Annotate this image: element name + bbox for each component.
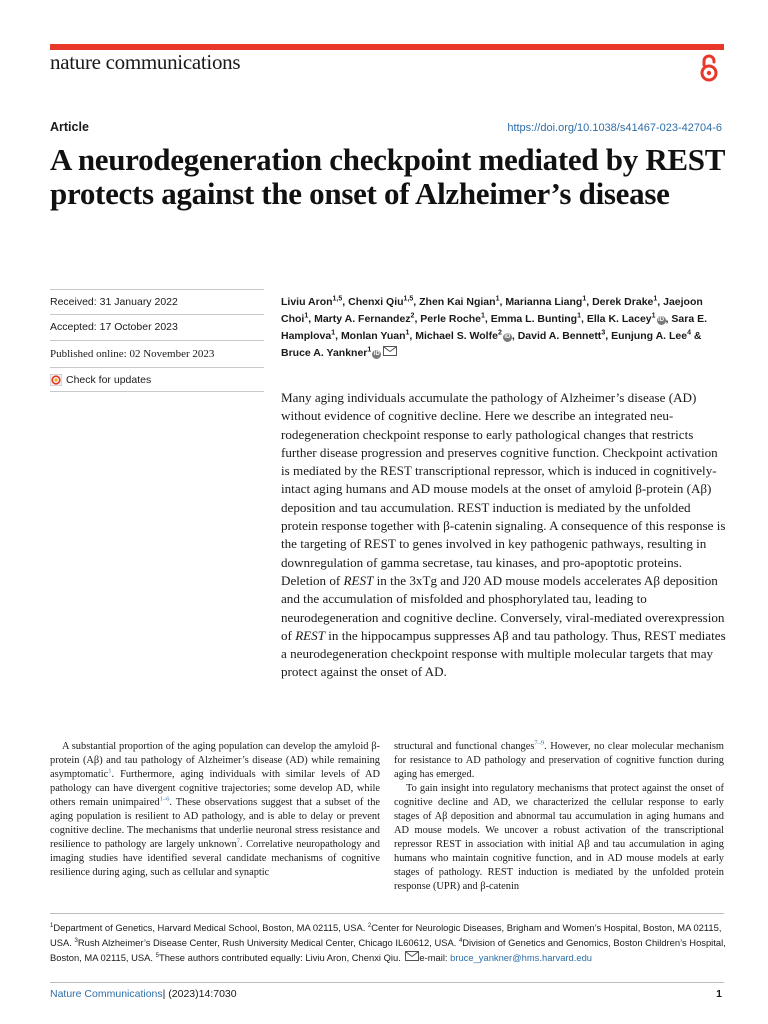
- author-list: Liviu Aron$^{1,5}$, Chenxi Qiu$^{1,5}$, Zhen Kai Ngian$^1$, Marianna Liang$^1$, Derek Drake$^1$, Jaejoon Choi$^1$, Marty A. Fernandez$^2$, Perle Roche$^1$, Emma L. Bunting$^1$, Ella K. Lacey$^1$iD , Sara E. Hamplova$^1$, Monlan Yuan$^1$, Michael S. Wolfe$^2$iD , David A. Bennett$^3$, Eunjung A. Lee$^4$ & Bruce A. Yankner$^1$iD: [281, 295, 707, 359]
- meta-divider: [50, 367, 264, 368]
- affiliation-text: e-mail:: [419, 952, 451, 963]
- check-updates-label: Check for updates: [66, 374, 152, 386]
- author-name: Bruce A. Yankner: [281, 347, 368, 359]
- orcid-icon[interactable]: iD: [504, 334, 511, 340]
- author-name: Marty A. Fernandez: [314, 313, 411, 325]
- author-name: Michael S. Wolfe: [415, 330, 498, 342]
- author-name: Derek Drake: [592, 296, 654, 308]
- body-paragraph: To gain insight into regulatory mechanisms that protect against the onset of cognitive decline and AD, we characterized the cellular response to early stages of Aβ deposition and abnormal tau accumulation in aging humans and AD mouse models. We uncover a robust activation of the transcriptional repressor REST in association with initial Aβ and tau accumulation in aging humans who maintain cognitive function, and in AD mouse models at early stages of pathology. REST induction is mediated by the unfolded protein response (UPR) and β-catenin: [394, 783, 724, 892]
- author-name: David A. Bennett: [517, 330, 602, 342]
- author-affiliation: 1: [367, 346, 372, 354]
- meta-divider: [50, 314, 264, 315]
- email-link[interactable]: bruce_yankner@hms.harvard.edu: [450, 952, 593, 963]
- author-affiliation: 2: [410, 312, 415, 320]
- affiliation-number: 3: [74, 937, 78, 944]
- author-name: Sara E. Hamplova: [281, 313, 707, 342]
- italic-text: REST: [343, 572, 374, 588]
- author-affiliation: 1: [331, 329, 336, 337]
- orcid-icon[interactable]: iD: [373, 351, 380, 357]
- journal-name: nature communications: [50, 50, 241, 74]
- affiliation-text: Division of Genetics and Genomics, Boston Children’s Hospital, Boston, MA 02115, USA.: [50, 937, 726, 963]
- affiliation-number: 5: [155, 952, 159, 959]
- affiliation-text: Center for Neurologic Diseases, Brigham and Women’s Hospital, Boston, MA 02115, USA.: [50, 922, 722, 948]
- email-icon: [405, 951, 419, 961]
- email-icon[interactable]: [383, 346, 397, 356]
- affiliation-text: These authors contributed equally: Liviu Aron, Chenxi Qiu.: [158, 952, 404, 963]
- body-text: . Correlative neuropathology and imaging studies have identified several candidate mechanisms of cognitive resilience during aging, such as cellular and synaptic: [50, 839, 380, 878]
- author-name: Liviu Aron: [281, 296, 333, 308]
- check-for-updates-button[interactable]: [50, 374, 151, 386]
- body-column-left: [50, 740, 380, 880]
- author-affiliation: 1: [651, 312, 656, 320]
- doi-link[interactable]: https://doi.org/10.1038/s41467-023-42704-6: [507, 122, 722, 134]
- body-text: A substantial proportion of the aging population can develop the amyloid β-protein (Aβ) and tau pathology of Alzheimer’s disease (AD) while remaining asymptomatic: [50, 741, 380, 780]
- author-affiliation: 1,5: [332, 295, 343, 303]
- author-affiliation: 1: [405, 329, 410, 337]
- author-affiliation: 1: [577, 312, 581, 320]
- affiliations-footnote: [50, 920, 730, 965]
- abstract-text: in the 3xTg and J20 AD mouse models accelerates Aβ deposition and the accumulation of misfolded and phosphorylated tau, leading to neurodegeneration and cognitive decline. Conversely, viral-mediated overexpression of: [281, 572, 725, 643]
- author-name: Eunjung A. Lee: [611, 330, 688, 342]
- author-affiliation: 1: [495, 295, 500, 303]
- author-name: Ella K. Lacey: [586, 313, 652, 325]
- reference-citation: 7: [236, 837, 241, 845]
- orcid-icon[interactable]: iD: [658, 317, 665, 323]
- published-date: Published online: 02 November 2023: [50, 348, 215, 360]
- author-affiliation: 1: [582, 295, 587, 303]
- open-access-icon: [698, 53, 720, 83]
- body-text: structural and functional changes: [394, 741, 535, 752]
- author-name: Marianna Liang: [505, 296, 583, 308]
- affiliation-text: Department of Genetics, Harvard Medical School, Boston, MA 02115, USA.: [53, 922, 368, 933]
- author-name: Monlan Yuan: [340, 330, 406, 342]
- body-text: . However, no clear molecular mechanism for resistance to AD pathology and preservation of cognitive function during aging has emerged.: [394, 741, 724, 780]
- footer-citation: [50, 988, 237, 1000]
- body-paragraph: [394, 740, 724, 782]
- meta-divider: [50, 289, 264, 290]
- meta-divider: [50, 391, 264, 392]
- body-text: . These observations suggest that a subset of the aging population is resilient to AD pathology, and is able to delay or prevent cognitive decline. The mechanisms that underlie neuronal stress resistance and resilience to pathology are largely unknown: [50, 797, 381, 850]
- received-date: Received: 31 January 2022: [50, 296, 178, 308]
- body-column-right: [394, 740, 724, 894]
- body-paragraph: [50, 740, 380, 880]
- author-name: Zhen Kai Ngian: [419, 296, 496, 308]
- meta-divider: [50, 340, 264, 341]
- affiliation-number: 2: [367, 922, 372, 929]
- author-affiliation: 1,5: [403, 295, 414, 303]
- body-text: . Furthermore, aging individuals with similar levels of AD pathology can have divergent cognitive trajectories; some develop AD, while others remain unimpaired: [50, 769, 380, 808]
- author-affiliation: 1: [653, 295, 658, 303]
- reference-citation: 1: [108, 767, 112, 775]
- author-affiliation: 1: [304, 312, 309, 320]
- abstract-text: in the hippocampus suppresses Aβ and tau pathology. Thus, REST mediates a neurodegeneration checkpoint response with multiple molecular targets that may protect against the onset of AD.: [281, 627, 726, 680]
- author-name: Perle Roche: [420, 313, 481, 325]
- italic-text: REST: [295, 627, 326, 643]
- page-number: 1: [716, 988, 722, 1000]
- accepted-date: Accepted: 17 October 2023: [50, 321, 178, 333]
- footer-divider: [50, 982, 724, 983]
- author-affiliation: 1: [481, 312, 485, 320]
- reference-citation: 7–9: [534, 739, 545, 747]
- article-title: A neurodegeneration checkpoint mediated by REST protects against the onset of Alzheimer’s disease: [50, 142, 725, 211]
- author-affiliation: 3: [601, 329, 606, 337]
- article-type-label: Article: [50, 120, 89, 134]
- author-name: Emma L. Bunting: [490, 313, 578, 325]
- abstract-text: Many aging individuals accumulate the pathology of Alzheimer’s disease (AD) without evidence of cognitive decline. Here we describe an integrated neurodegeneration checkpoint response to early pathological changes that restricts further disease progression and preserves cognitive function. Checkpoint activation is mediated by the REST transcriptional repressor, which is induced in cognitively-intact aging humans and AD mouse models at the onset of amyloid β-protein (Aβ) deposition and tau accumulation. REST induction is mediated by the unfolded protein response together with β-catenin signaling. A consequence of this response is the targeting of REST to genes involved in key pathogenic pathways, resulting in downregulation of gamma secretase, tau kinases, and pro-apoptotic proteins. Deletion of: [281, 390, 726, 588]
- reference-citation: 1–6: [159, 795, 170, 803]
- footnote-divider: [50, 913, 724, 914]
- author-affiliation: 4: [687, 329, 691, 337]
- affiliation-text: Rush Alzheimer’s Disease Center, Rush University Medical Center, Chicago IL60612, USA.: [77, 937, 459, 948]
- footer-volume: | (2023)14:7030: [162, 988, 237, 1000]
- author-name: Jaejoon Choi: [281, 296, 703, 325]
- affiliation-number: 1: [50, 922, 54, 929]
- check-updates-icon: [50, 374, 62, 386]
- author-name: Chenxi Qiu: [348, 296, 404, 308]
- abstract: [281, 389, 727, 682]
- footer-journal-link[interactable]: Nature Communications: [50, 988, 163, 1000]
- affiliation-number: 4: [458, 937, 463, 944]
- author-affiliation: 2: [497, 329, 502, 337]
